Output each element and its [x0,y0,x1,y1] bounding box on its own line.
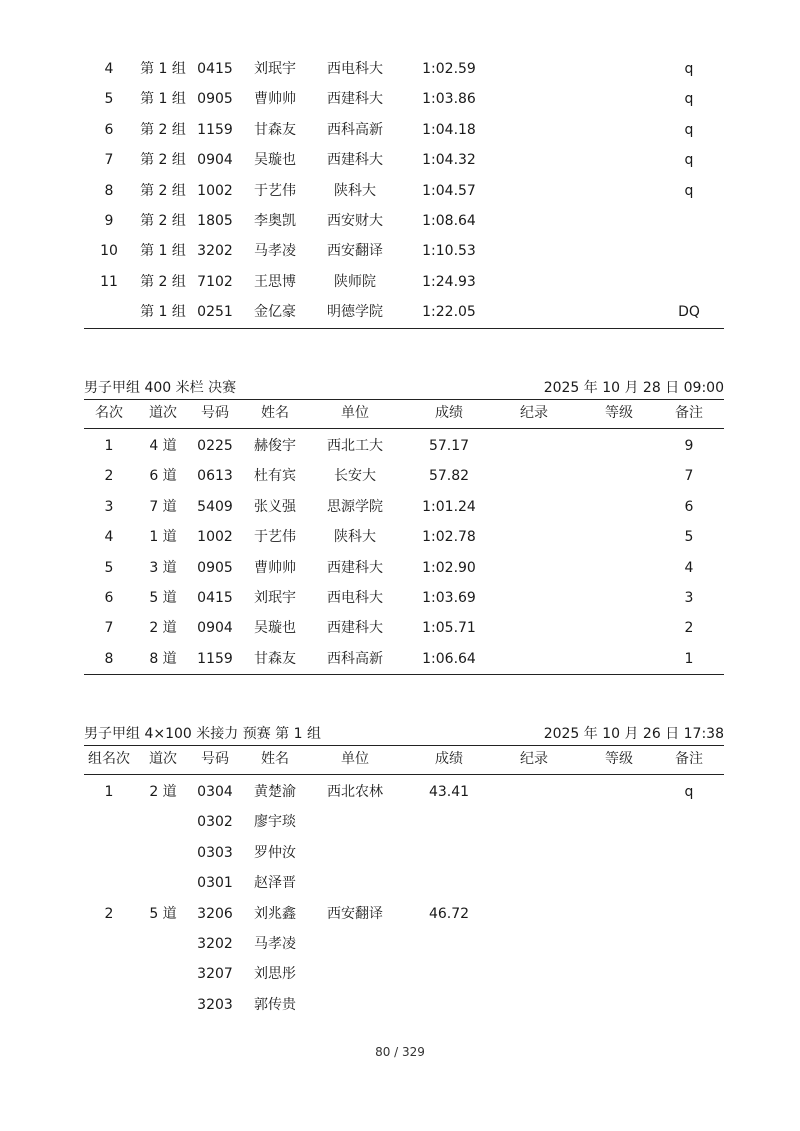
table-row [84,267,724,297]
table-row [84,583,724,613]
cell-unit: 西科高新 [327,121,383,138]
cell-name: 吴璇也 [254,152,296,169]
table-row [84,461,724,491]
cell-name: 赵泽晋 [254,875,296,892]
cell-note: q [684,182,694,199]
cell-bib: 1002 [197,529,233,546]
table-row [84,990,724,1020]
cell-group: 第 1 组 [140,61,186,77]
cell-name: 郭传贵 [254,996,296,1013]
cell-note: q [684,784,694,800]
cell-rank: 5 [104,559,114,576]
cell-note: q [684,61,694,77]
cell-lane [136,868,190,898]
table-row [84,929,724,959]
table-row [84,431,724,461]
header-result: 成绩 [435,405,463,421]
hurdles-rows [84,429,724,674]
cell-rank: 5 [104,91,114,108]
cell-note: q [684,91,694,108]
cell-group-rank: 1 [104,784,114,800]
cell-result: 57.82 [428,468,470,485]
cell-name: 黄楚渝 [254,784,296,800]
cell-unit [314,807,396,837]
cell-unit: 西建科大 [327,559,383,576]
cell-bib: 0304 [197,784,233,800]
cell-name: 金亿豪 [254,304,296,321]
table-row [84,613,724,643]
cell-lane: 8 道 [149,650,177,667]
cell-rank: 6 [104,121,114,138]
cell-rank: 7 [104,152,114,169]
header-lane: 道次 [149,751,177,767]
cell-rank [94,297,124,327]
cell-group-rank: 2 [104,905,114,922]
event-datetime: 2025 年 10 月 28 日 09:00 [543,380,724,396]
cell-result: 1:22.05 [422,304,476,321]
cell-name: 廖宇琰 [254,814,296,831]
cell-note [669,990,709,1020]
cell-result [414,929,484,959]
cell-group: 第 1 组 [140,91,186,108]
cell-rank: 9 [104,212,114,229]
cell-group: 第 2 组 [140,182,186,199]
cell-rank: 4 [104,61,114,77]
cell-rank: 8 [104,650,114,667]
table-row [84,644,724,674]
table-row [84,899,724,929]
cell-bib: 1805 [197,212,233,229]
cell-result: 57.17 [428,438,470,454]
cell-group-rank [94,868,124,898]
cell-lane: 2 道 [149,620,177,637]
cell-group-rank [94,807,124,837]
cell-lane: 5 道 [149,589,177,606]
header-level: 等级 [605,751,633,767]
event-title: 男子甲组 400 米栏 决赛 [84,380,237,396]
cell-rank: 3 [104,498,114,515]
cell-result: 1:24.93 [422,273,476,290]
cell-unit: 西安翻译 [327,243,383,260]
event-datetime: 2025 年 10 月 26 日 17:38 [543,726,724,742]
cell-name: 甘森友 [254,121,296,138]
cell-name: 刘思彤 [254,966,296,983]
cell-bib: 0905 [197,559,233,576]
header-record: 纪录 [520,751,548,767]
cell-bib: 0904 [197,152,233,169]
cell-group: 第 2 组 [140,121,186,138]
hurdles-section [84,377,724,675]
cell-result [414,959,484,989]
cell-rank: 11 [100,273,118,290]
cell-bib: 3203 [197,996,233,1013]
cell-group: 第 2 组 [140,212,186,229]
cell-result: 1:01.24 [422,498,476,515]
cell-unit: 西北工大 [327,438,383,454]
cell-note: 3 [684,589,694,606]
cell-name: 于艺伟 [254,529,296,546]
cell-unit [314,929,396,959]
column-headers [84,399,724,429]
cell-result: 1:03.69 [422,589,476,606]
table-row [84,492,724,522]
cell-result [414,838,484,868]
cell-note [669,206,709,236]
cell-unit: 陕科大 [334,182,376,199]
cell-result: 1:04.32 [422,152,476,169]
cell-bib: 3202 [197,935,233,952]
page-number: 80 / 329 [375,1045,425,1059]
table-row [84,777,724,807]
cell-name: 曹帅帅 [254,91,296,108]
cell-unit [314,990,396,1020]
cell-name: 马孝凌 [254,243,296,260]
cell-lane: 1 道 [149,529,177,546]
cell-bib: 3207 [197,966,233,983]
cell-group-rank [94,929,124,959]
cell-group: 第 2 组 [140,273,186,290]
table-row [84,807,724,837]
cell-bib: 0613 [197,468,233,485]
prev-results-rows [84,54,724,328]
cell-bib: 0251 [197,304,233,321]
cell-lane: 7 道 [149,498,177,515]
table-row [84,236,724,266]
cell-result: 1:03.86 [422,91,476,108]
table-row [84,54,724,84]
table-row [84,297,724,327]
cell-result: 1:08.64 [422,212,476,229]
header-record: 纪录 [520,405,548,421]
header-note: 备注 [675,751,703,767]
cell-result [414,868,484,898]
cell-unit: 陕师院 [334,273,376,290]
cell-unit [314,868,396,898]
cell-unit [314,838,396,868]
cell-lane: 2 道 [149,784,177,800]
cell-unit: 西科高新 [327,650,383,667]
cell-note [669,959,709,989]
cell-lane [136,990,190,1020]
cell-note: 7 [684,468,694,485]
table-row [84,206,724,236]
header-lane: 道次 [149,405,177,421]
cell-name: 李奥凯 [254,212,296,229]
cell-group-rank [94,838,124,868]
event-title: 男子甲组 4×100 米接力 预赛 第 1 组 [84,726,321,742]
cell-bib: 0301 [197,875,233,892]
cell-name: 甘森友 [254,650,296,667]
cell-note [669,899,709,929]
cell-name: 赫俊宇 [254,438,296,454]
cell-unit: 西安财大 [327,212,383,229]
table-row [84,522,724,552]
cell-unit: 西安翻译 [327,905,383,922]
cell-name: 刘兆鑫 [254,905,296,922]
column-headers [84,745,724,775]
cell-bib: 0904 [197,620,233,637]
cell-group: 第 1 组 [140,243,186,260]
cell-unit: 西建科大 [327,91,383,108]
cell-lane [136,929,190,959]
cell-rank: 6 [104,589,114,606]
table-row [84,838,724,868]
cell-bib: 0905 [197,91,233,108]
prev-results-table [84,54,724,329]
cell-bib: 0225 [197,438,233,454]
table-row [84,959,724,989]
cell-name: 王思博 [254,273,296,290]
cell-rank: 7 [104,620,114,637]
cell-bib: 0303 [197,844,233,861]
cell-name: 曹帅帅 [254,559,296,576]
cell-bib: 1002 [197,182,233,199]
cell-unit: 西电科大 [327,589,383,606]
cell-bib: 7102 [197,273,233,290]
cell-note: 6 [684,498,694,515]
relay-rows [84,775,724,1020]
cell-name: 刘珉宇 [254,589,296,606]
cell-lane: 3 道 [149,559,177,576]
cell-unit: 西电科大 [327,61,383,77]
cell-bib: 0415 [197,589,233,606]
cell-bib: 1159 [197,121,233,138]
cell-result: 1:06.64 [422,650,476,667]
cell-bib: 5409 [197,498,233,515]
section-header [84,377,724,399]
cell-unit: 西建科大 [327,620,383,637]
cell-note [669,929,709,959]
header-bib: 号码 [201,751,229,767]
header-level: 等级 [605,405,633,421]
cell-note: 5 [684,529,694,546]
header-unit: 单位 [341,405,369,421]
header-unit: 单位 [341,751,369,767]
cell-bib: 0302 [197,814,233,831]
cell-rank: 4 [104,529,114,546]
cell-lane [136,959,190,989]
cell-note: 4 [684,559,694,576]
cell-lane: 4 道 [149,438,177,454]
cell-result: 1:02.90 [422,559,476,576]
relay-section [84,723,724,1020]
cell-result: 1:04.18 [422,121,476,138]
cell-name: 张义强 [254,498,296,515]
cell-rank: 1 [104,438,114,454]
cell-group: 第 2 组 [140,152,186,169]
cell-note: q [684,121,694,138]
cell-note [669,838,709,868]
cell-bib: 1159 [197,650,233,667]
cell-result: 43.41 [428,784,470,800]
cell-lane: 6 道 [149,468,177,485]
cell-unit: 西建科大 [327,152,383,169]
cell-bib: 0415 [197,61,233,77]
cell-name: 吴璇也 [254,620,296,637]
table-row [84,115,724,145]
cell-note: 9 [684,438,694,454]
cell-name: 杜有宾 [254,468,296,485]
cell-result: 1:02.59 [422,61,476,77]
cell-result: 1:05.71 [422,620,476,637]
cell-result [414,990,484,1020]
header-rank: 名次 [95,405,123,421]
header-name: 姓名 [261,751,289,767]
cell-note: 2 [684,620,694,637]
cell-note [669,868,709,898]
cell-rank: 8 [104,182,114,199]
cell-lane [136,838,190,868]
cell-lane [136,807,190,837]
table-row [84,145,724,175]
cell-result: 46.72 [428,905,470,922]
cell-note: 1 [684,650,694,667]
cell-unit: 陕科大 [334,529,376,546]
cell-unit: 明德学院 [327,304,383,321]
cell-rank: 2 [104,468,114,485]
cell-name: 罗仲汝 [254,844,296,861]
cell-note [669,807,709,837]
table-bottom-rule [84,674,724,675]
header-result: 成绩 [435,751,463,767]
cell-bib: 3202 [197,243,233,260]
table-row [84,84,724,114]
cell-note [669,267,709,297]
cell-group-rank [94,959,124,989]
cell-result: 1:04.57 [422,182,476,199]
cell-unit: 思源学院 [327,498,383,515]
cell-result: 1:10.53 [422,243,476,260]
cell-bib: 3206 [197,905,233,922]
cell-group-rank [94,990,124,1020]
header-bib: 号码 [201,405,229,421]
cell-name: 刘珉宇 [254,61,296,77]
cell-unit: 长安大 [334,468,376,485]
cell-group: 第 1 组 [140,304,186,321]
section-header [84,723,724,745]
cell-unit: 西北农林 [327,784,383,800]
table-bottom-rule [84,328,724,329]
header-group-rank: 组名次 [88,751,130,767]
cell-unit [314,959,396,989]
cell-rank: 10 [100,243,118,260]
table-row [84,868,724,898]
cell-name: 于艺伟 [254,182,296,199]
cell-result: 1:02.78 [422,529,476,546]
header-note: 备注 [675,405,703,421]
cell-name: 马孝凌 [254,935,296,952]
cell-lane: 5 道 [149,905,177,922]
cell-note [669,236,709,266]
cell-note: q [684,152,694,169]
header-name: 姓名 [261,405,289,421]
cell-note: DQ [678,304,700,321]
cell-result [414,807,484,837]
table-row [84,553,724,583]
table-row [84,176,724,206]
